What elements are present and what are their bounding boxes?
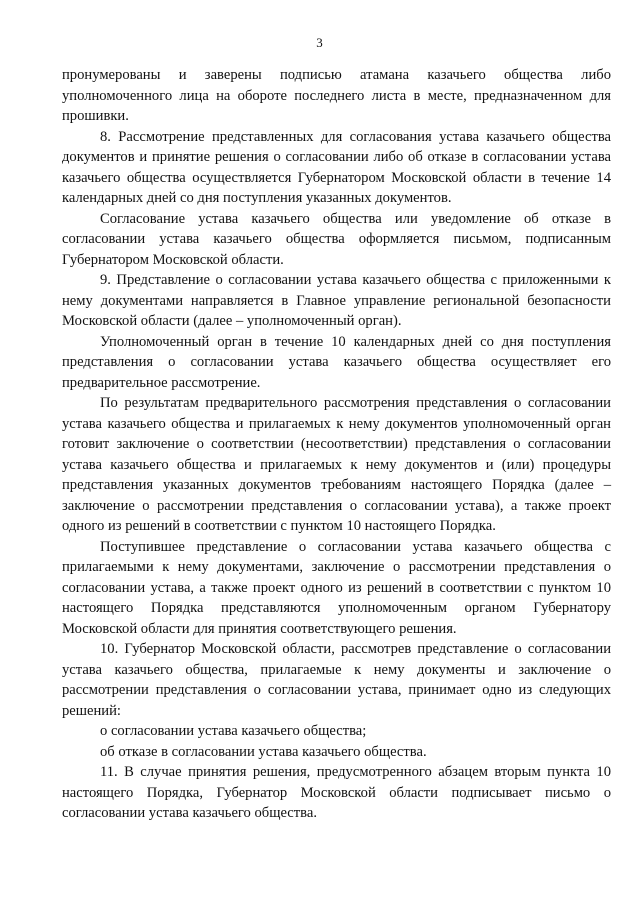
paragraph-approval-letter: Согласование устава казачьего общества или уведомление об отказе в согласовании устава казачьего общества оформляется письмом, подписанным Губернатором Московской области. [62, 210, 611, 268]
document-body [62, 65, 611, 824]
paragraph-review-results: По результатам предварительного рассмотрения представления о согласовании устава казачьего общества и прилагаемых к нему документов уполномоченный орган готовит заключение о соответствии (несоответствии) представления о согласовании устава казачьего общества и прилагаемых к нему документов и (или) процедуры представления указанных документов требованиям настоящего Порядка (далее – заключение о рассмотрении представления о согласовании устава), а также проект одного из решений в соответствии с пунктом 10 настоящего Порядка. [62, 395, 611, 534]
paragraph-item-9: 9. Представление о согласовании устава казачьего общества с приложенными к нему документами направляется в Главное управление региональной безопасности Московской области (далее – уполномоченный орган). [62, 272, 611, 329]
paragraph-item-10: 10. Губернатор Московской области, рассмотрев представление о согласовании устава казачьего общества, прилагаемые к нему документы и заключение о рассмотрении представления о согласовании устава, принимает одно из следующих решений: [62, 641, 611, 719]
paragraph-submission-to-governor: Поступившее представление о согласовании устава казачьего общества с прилагаемыми к нему документами, заключение о рассмотрении представления о согласовании устава, а также проект одного из решений в соответствии с пунктом 10 настоящего Порядка представляются уполномоченным органом Губернатору Московской области для принятия соответствующего решения. [62, 538, 611, 637]
paragraph-item-11: 11. В случае принятия решения, предусмотренного абзацем вторым пункта 10 настоящего Порядка, Губернатор Московской области подписывает письмо о согласовании устава казачьего общества. [62, 764, 611, 821]
paragraph-continuation: пронумерованы и заверены подписью атамана казачьего общества либо уполномоченного лица на обороте последнего листа в месте, предназначенном для прошивки. [62, 67, 611, 124]
paragraph-decision-refuse: об отказе в согласовании устава казачьего общества. [100, 743, 427, 760]
page-number: 3 [316, 35, 323, 50]
paragraph-preliminary-review: Уполномоченный орган в течение 10 календарных дней со дня поступления представления о согласовании устава казачьего общества осуществляет его предварительное рассмотрение. [62, 333, 611, 391]
paragraph-decision-approve: о согласовании устава казачьего общества; [100, 723, 367, 739]
paragraph-item-8: 8. Рассмотрение представленных для согласования устава казачьего общества документов и принятие решения о согласовании либо об отказе в согласовании устава казачьего общества осуществляется Губернатором Московской области в течение 14 календарных дней со дня поступления указанных документов. [62, 128, 611, 206]
